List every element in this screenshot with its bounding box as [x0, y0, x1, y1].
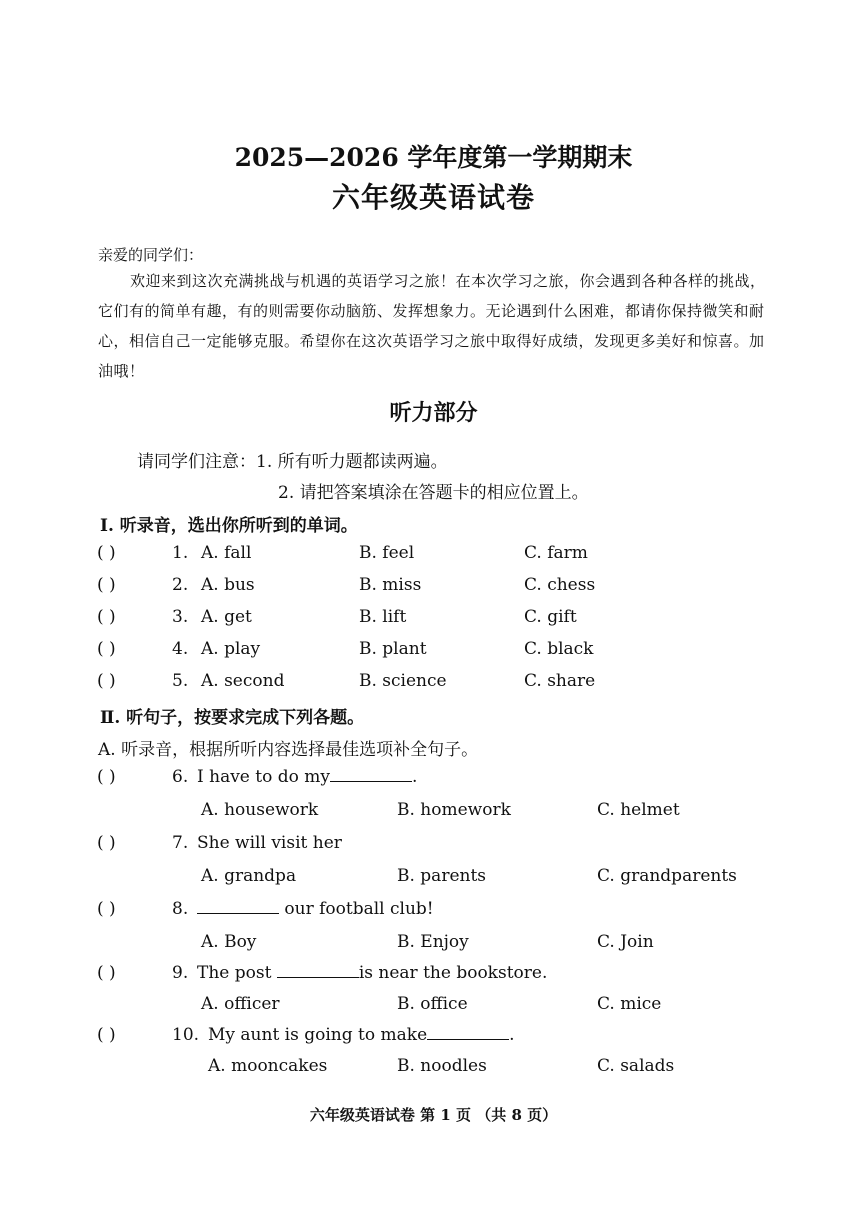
question-number: 4. — [172, 639, 189, 659]
exam-title-year: 2025—2026 学年度第一学期期末 — [234, 143, 633, 172]
stem-text-end: is near the bookstore. — [358, 963, 548, 983]
answer-blank — [277, 963, 359, 978]
option-c: C. Join — [597, 932, 654, 952]
option-b: B. science — [359, 671, 447, 691]
part1-heading: Ⅰ. 听录音，选出你所听到的单词。 — [100, 516, 358, 536]
option-c: C. grandparents — [597, 866, 737, 886]
question-row — [97, 899, 777, 929]
answer-paren: ( ) — [97, 671, 116, 691]
stem-text: My aunt is going to make — [208, 1025, 428, 1045]
answer-paren: ( ) — [97, 543, 116, 563]
option-c: C. black — [524, 639, 594, 659]
question-number: 7. — [172, 833, 189, 853]
option-c: C. helmet — [597, 800, 680, 820]
option-a: A. grandpa — [201, 866, 297, 886]
stem-text-end: . — [412, 767, 418, 787]
option-a: A. officer — [201, 994, 280, 1014]
question-number: 5. — [172, 671, 189, 691]
listening-note-2: 2. 请把答案填涂在答题卡的相应位置上。 — [278, 483, 589, 503]
option-a: A. get — [201, 607, 252, 627]
question-row — [97, 639, 777, 669]
part2-subheading: A. 听录音，根据所听内容选择最佳选项补全句子。 — [98, 740, 479, 760]
section-title-listening: 听力部分 — [389, 400, 478, 426]
options-row — [97, 1056, 777, 1086]
option-a: A. bus — [201, 575, 255, 595]
option-c: C. chess — [524, 575, 596, 595]
question-number: 10. — [172, 1025, 200, 1045]
question-number: 2. — [172, 575, 189, 595]
option-a: A. Boy — [201, 932, 257, 952]
answer-paren: ( ) — [97, 1025, 116, 1045]
stem-text-end: . — [509, 1025, 515, 1045]
exam-title-subject: 六年级英语试卷 — [331, 181, 535, 214]
question-row — [97, 767, 777, 797]
option-c: C. mice — [597, 994, 662, 1014]
options-row — [97, 932, 777, 962]
answer-paren: ( ) — [97, 767, 116, 787]
answer-paren: ( ) — [97, 607, 116, 627]
option-c: C. salads — [597, 1056, 675, 1076]
question-row — [97, 963, 777, 993]
question-number: 3. — [172, 607, 189, 627]
stem-text-end: our football club! — [284, 899, 434, 919]
stem-text: The post — [197, 963, 272, 983]
option-b: B. Enjoy — [397, 932, 469, 952]
question-number: 8. — [172, 899, 189, 919]
option-a: A. fall — [201, 543, 252, 563]
option-b: B. parents — [397, 866, 487, 886]
option-b: B. lift — [359, 607, 407, 627]
question-row — [97, 575, 777, 605]
part2-heading: Ⅱ. 听句子，按要求完成下列各题。 — [100, 708, 365, 728]
question-stem — [197, 767, 417, 787]
option-b: B. noodles — [397, 1056, 487, 1076]
option-c: C. farm — [524, 543, 588, 563]
option-c: C. gift — [524, 607, 577, 627]
answer-paren: ( ) — [97, 575, 116, 595]
question-row — [97, 543, 777, 573]
page-footer: 六年级英语试卷 第 1 页 （共 8 页） — [309, 1106, 558, 1124]
option-c: C. share — [524, 671, 596, 691]
option-a: A. second — [201, 671, 285, 691]
answer-blank — [197, 899, 279, 914]
option-b: B. office — [397, 994, 468, 1014]
question-number: 6. — [172, 767, 189, 787]
greeting: 亲爱的同学们： — [98, 246, 204, 264]
answer-blank — [427, 1025, 509, 1040]
question-row — [97, 833, 777, 863]
option-a: A. play — [201, 639, 261, 659]
option-a: A. mooncakes — [208, 1056, 328, 1076]
options-row — [97, 866, 777, 896]
stem-text: I have to do my — [197, 767, 330, 787]
question-stem — [197, 963, 547, 983]
listening-note-1: 请同学们注意：1. 所有听力题都读两遍。 — [137, 452, 448, 472]
intro-paragraph: 欢迎来到这次充满挑战与机遇的英语学习之旅！在本次学习之旅，你会遇到各种各样的挑战，它们有的简单有趣，有的则需要你动脑筋、发挥想象力。无论遇到什么困难，都请你保持微笑和耐心，相信自己一定能够克服。希望你在这次英语学习之旅中取得好成绩，发现更多美好和惊喜。加油哦！ — [98, 272, 766, 380]
question-number: 1. — [172, 543, 189, 563]
option-b: B. plant — [359, 639, 427, 659]
question-stem — [208, 1025, 515, 1045]
answer-paren: ( ) — [97, 899, 116, 919]
question-number: 9. — [172, 963, 189, 983]
answer-paren: ( ) — [97, 833, 116, 853]
question-row — [97, 671, 777, 701]
option-a: A. housework — [201, 800, 319, 820]
question-stem: She will visit her — [197, 833, 342, 853]
question-row — [97, 607, 777, 637]
option-b: B. miss — [359, 575, 422, 595]
options-row — [97, 994, 777, 1024]
option-b: B. homework — [397, 800, 511, 820]
option-b: B. feel — [359, 543, 415, 563]
options-row — [97, 800, 777, 830]
question-stem — [197, 899, 434, 919]
answer-blank — [330, 767, 412, 782]
question-row — [97, 1025, 777, 1055]
answer-paren: ( ) — [97, 963, 116, 983]
answer-paren: ( ) — [97, 639, 116, 659]
